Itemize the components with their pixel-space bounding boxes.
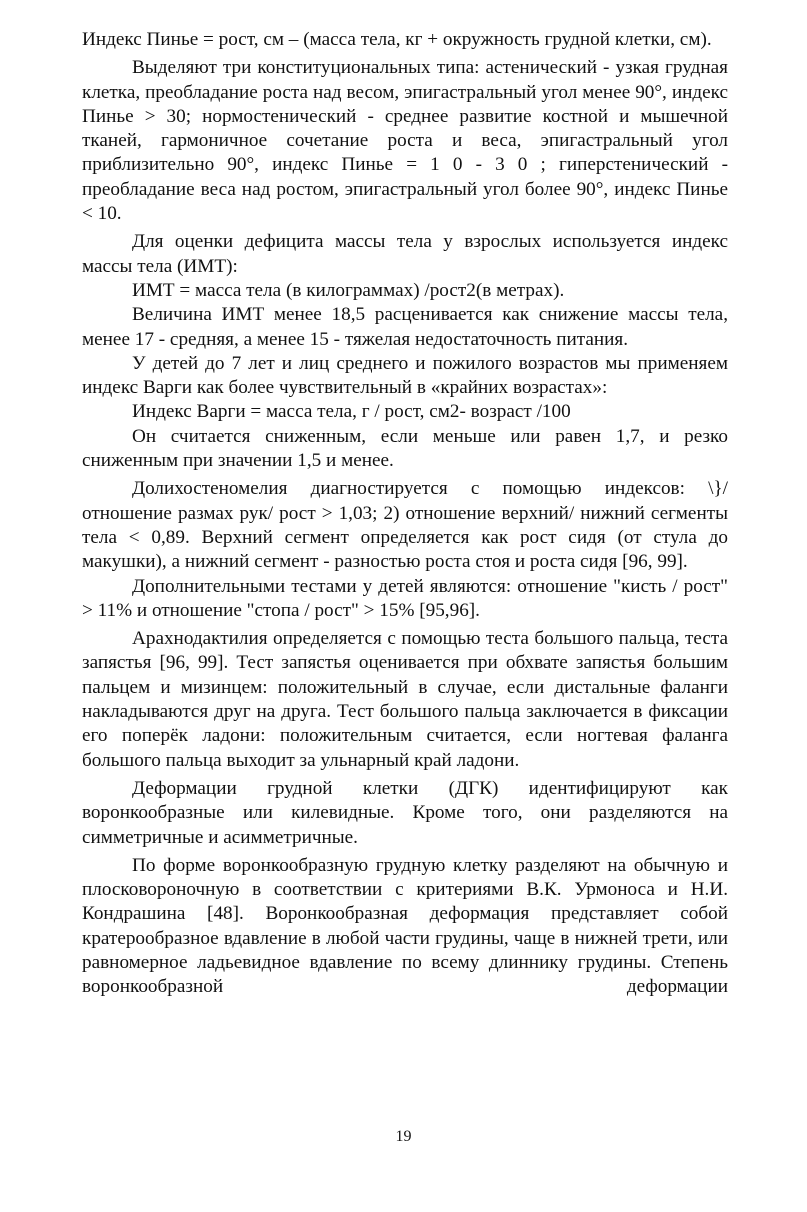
paragraph-bmi-values: Величина ИМТ менее 18,5 расценивается как снижение массы тела, менее 17 - средняя, а менее 15 - тяжелая недостаточность питания. (82, 304, 728, 350)
paragraph-dolichostenomelia: Долихостеномелия диагностируется с помощью индексов: \}/ отношение размах рук/ рост > 1,03; 2) отношение верхний/ нижний сегменты тела < 0,89. Верхний сегмент определяется как рост сидя (от стула до макушки), а нижний сегмент - разностью роста стоя и роста сидя [96, 99]. (82, 478, 728, 573)
paragraph-varga-formula: Индекс Варги = масса тела, г / рост, см2- возраст /100 (132, 401, 571, 423)
paragraph-funnel-chest: По форме воронкообразную грудную клетку разделяют на обычную и плосковороночную в соответствии с критериями В.К. Урмоноса и Н.И. Кондрашина [48]. Воронкообразная деформация представляет собой кратерообразное вдавление в любой части грудины, чаще в нижней трети, или равномерное ладьевидное вдавление по всему длиннику грудины. Степень воронкообразной деформации (82, 854, 728, 998)
page-body (82, 28, 728, 1000)
paragraph-pignet-formula: Индекс Пинье = рост, см – (масса тела, кг + окружность грудной клетки, см). (82, 29, 712, 50)
paragraph-constitution-types: Выделяют три конституциональных типа: астенический - узкая грудная клетка, преобладание роста над весом, эпигастральный угол менее 90°, индекс Пинье > 30; нормостенический - среднее развитие костной и мышечной тканей, гармоничное сочетание роста и веса, эпигастральный угол приблизительно 90°, индекс Пинье = 1 0 - 3 0 ; гиперстенический - преобладание веса над ростом, эпигастральный угол более 90°, индекс Пинье < 10. (82, 57, 728, 225)
paragraph-varga-values: Он считается сниженным, если меньше или равен 1,7, и резко сниженным при значении 1,5 и менее. (82, 425, 728, 472)
page-number: 19 (395, 1128, 412, 1145)
paragraph-varga-intro: У детей до 7 лет и лиц среднего и пожилого возрастов мы применяем индекс Варги как более чувствительный в «крайних возрастах»: (82, 352, 728, 399)
paragraph-bmi-formula: ИМТ = масса тела (в килограммах) /рост2(в метрах). (132, 279, 565, 301)
paragraph-additional-tests: Дополнительными тестами у детей являются: отношение "кисть / рост" > 11% и отношение "стопа / рост" > 15% [95,96]. (82, 575, 728, 621)
paragraph-chest-deformation: Деформации грудной клетки (ДГК) идентифицируют как воронкообразные или килевидные. Кроме того, они разделяются на симметричные и асимметричные. (82, 777, 728, 848)
paragraph-bmi-intro: Для оценки дефицита массы тела у взрослых используется индекс массы тела (ИМТ): (82, 231, 728, 277)
paragraph-arachnodactyly: Арахнодактилия определяется с помощью теста большого пальца, теста запястья [96, 99]. Тест запястья оценивается при обхвате запястья большим пальцем и мизинцем: положительный в случае, если дистальные фаланги накладываются друг на друга. Тест большого пальца заключается в фиксации его поперёк ладони: положительным считается, если ногтевая фаланга большого пальца выходит за ульнарный край ладони. (82, 628, 728, 771)
